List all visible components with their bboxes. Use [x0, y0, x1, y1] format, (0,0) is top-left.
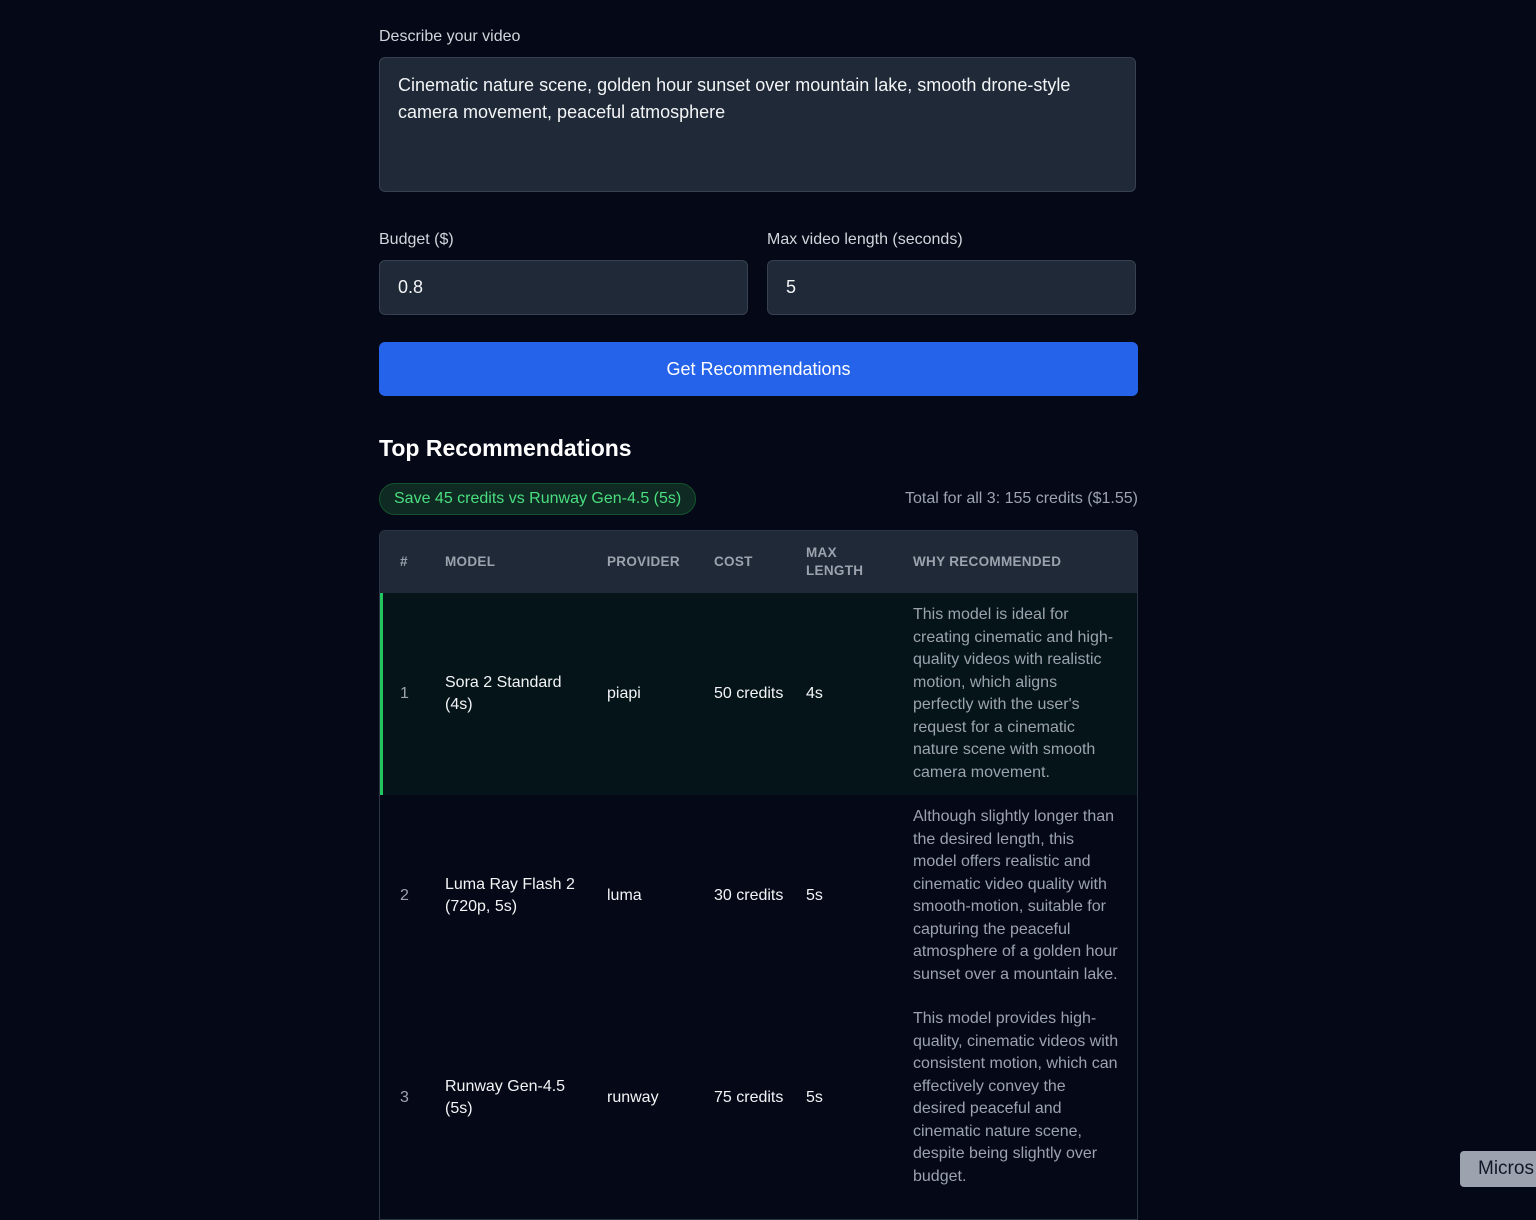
- max-length-label: Max video length (seconds): [767, 231, 963, 248]
- table-row: [380, 795, 1137, 997]
- savings-badge: Save 45 credits vs Runway Gen-4.5 (5s): [379, 483, 696, 515]
- floating-badge[interactable]: Micros: [1460, 1151, 1536, 1187]
- column-header-provider: PROVIDER: [607, 554, 680, 569]
- table-row: [380, 593, 1137, 795]
- table-row: [380, 997, 1137, 1199]
- column-header-model: MODEL: [445, 554, 496, 569]
- row-model: Sora 2 Standard (4s): [445, 673, 562, 713]
- section-title: Top Recommendations: [379, 435, 632, 461]
- column-header-max-length: MAX LENGTH: [806, 545, 864, 578]
- column-header-rank: #: [400, 554, 408, 569]
- row-cost: 50 credits: [714, 684, 784, 702]
- column-header-why: WHY RECOMMENDED: [913, 554, 1062, 569]
- row-model: Luma Ray Flash 2 (720p, 5s): [445, 875, 575, 915]
- row-cost: 75 credits: [714, 1088, 784, 1106]
- row-why: Although slightly longer than the desired length, this model offers realistic and cinematic video quality with smooth-motion, suitable for capturing the peaceful atmosphere of a golden hour sunset over a mountain lake.: [913, 808, 1118, 983]
- table-header-row: [380, 531, 1137, 593]
- budget-input[interactable]: 0.8: [379, 260, 748, 315]
- column-header-cost: COST: [714, 554, 753, 569]
- row-provider: luma: [607, 886, 642, 904]
- row-rank: 3: [400, 1088, 409, 1106]
- max-length-input[interactable]: 5: [767, 260, 1136, 315]
- row-rank: 2: [400, 886, 409, 904]
- row-max-length: 4s: [806, 684, 823, 702]
- row-why: This model provides high-quality, cinematic videos with consistent motion, which can effectively convey the desired peaceful and cinematic nature scene, despite being slightly over budget.: [913, 1010, 1119, 1185]
- row-rank: 1: [380, 593, 425, 795]
- row-provider: piapi: [607, 684, 641, 702]
- row-provider: runway: [607, 1088, 659, 1106]
- total-credits-text: Total for all 3: 155 credits ($1.55): [904, 490, 1138, 507]
- row-model: Runway Gen-4.5 (5s): [445, 1077, 566, 1117]
- description-textarea[interactable]: Cinematic nature scene, golden hour sunset over mountain lake, smooth drone-style camera movement, peaceful atmosphere: [379, 57, 1136, 192]
- get-recommendations-button[interactable]: Get Recommendations: [379, 342, 1138, 396]
- recommendations-table: [379, 530, 1138, 1220]
- budget-label: Budget ($): [379, 231, 454, 248]
- row-cost: 30 credits: [714, 886, 784, 904]
- row-why: This model is ideal for creating cinematic and high-quality videos with realistic motion, which aligns perfectly with the user's request for a cinematic nature scene with smooth camera movement.: [913, 606, 1114, 781]
- description-label: Describe your video: [379, 28, 521, 45]
- row-max-length: 5s: [806, 1088, 823, 1106]
- row-max-length: 5s: [806, 886, 823, 904]
